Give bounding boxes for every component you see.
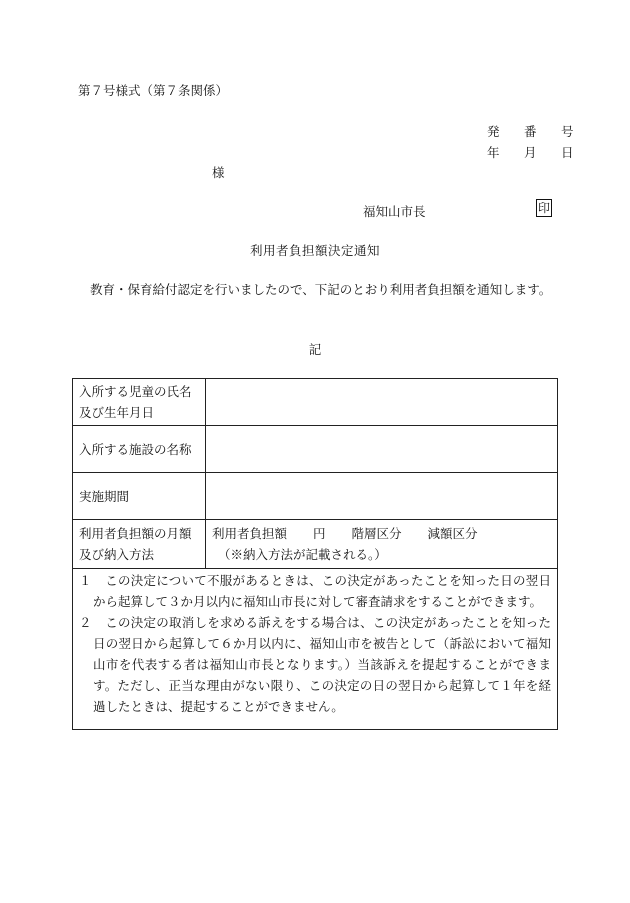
note-text: この決定について不服があるときは、この決定があったことを知った日の翌日から起算して３か月以内に福知山市長に対して審査請求をすることができます。 [93,573,551,609]
label-fee [73,520,206,569]
label-line: 及び生年月日 [79,405,155,420]
form-number: 第７号様式（第７条関係） [78,83,229,98]
issue-info [487,121,580,163]
info-table [72,378,558,569]
value-period [206,473,558,520]
label-line: 利用者負担額の月額 [79,526,192,541]
table-row-period [73,473,558,520]
note-number: ２ [79,615,92,630]
document-title: 利用者負担額決定通知 [249,243,380,258]
table-row-fee [73,520,558,569]
ki-heading: 記 [308,342,322,357]
note-item [79,570,551,612]
label-facility: 入所する施設の名称 [73,426,206,473]
issue-number-label: 発 番 号 [487,124,580,139]
note-text: この決定の取消しを求める訴えをする場合は、この決定があったことを知った日の翌日から起算して６か月以内に、福知山市を被告として（訴訟において福知山市を代表する者は福知山市長となります。）当該訴えを提起することができます。ただし、正当な理由がない限り、この決定の日の翌日から起算して１年を経過したときは、提起することができません。 [93,615,551,714]
fee-yen: 円 [313,526,326,541]
fee-line [212,523,551,544]
fee-note: （※納入方法が記載される。） [218,547,387,562]
fee-tier-label: 階層区分 [351,526,402,541]
table-row-child [73,379,558,426]
value-fee [206,520,558,569]
addressee-suffix: 様 [212,165,225,180]
date-label: 年 月 日 [487,145,580,160]
table-row-facility [73,426,558,473]
fee-reduction-label: 減額区分 [427,526,478,541]
note-item [79,612,551,717]
label-period: 実施期間 [73,473,206,520]
value-facility [206,426,558,473]
sender-name: 福知山市長 [363,204,426,219]
value-child-name [206,379,558,426]
body-text: 教育・保育給付認定を行いましたので、下記のとおり利用者負担額を通知します。 [90,282,552,297]
fee-amount-label: 利用者負担額 [212,526,288,541]
label-line: 入所する児童の氏名 [79,384,192,399]
seal-box: 印 [537,201,550,215]
label-child-name [73,379,206,426]
notes-box [72,569,558,730]
label-line: 及び納入方法 [79,547,155,562]
note-number: １ [79,573,92,588]
